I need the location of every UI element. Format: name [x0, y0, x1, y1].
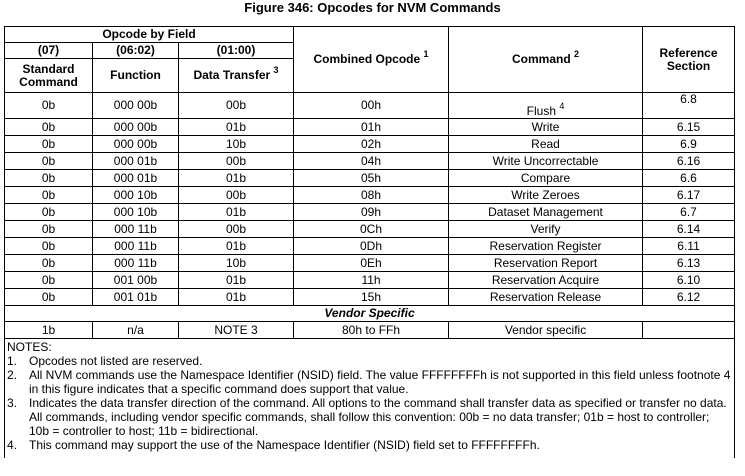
table-row: [5, 170, 735, 187]
cell-standard: 0b: [5, 119, 93, 136]
cell-data-transfer: 01b: [179, 238, 294, 255]
cell-data-transfer: 01b: [179, 204, 294, 221]
figure-title: Figure 346: Opcodes for NVM Commands: [244, 0, 501, 15]
cell-function: 000 11b: [93, 255, 179, 272]
opcodes-table: [4, 26, 735, 458]
cell-function: n/a: [93, 322, 179, 339]
cell-data-transfer: 01b: [179, 119, 294, 136]
cell-data-transfer: 00b: [179, 93, 294, 119]
cell-data-transfer: 01b: [179, 170, 294, 187]
cell-command: Reservation Report: [449, 255, 643, 272]
cell-data-transfer: 00b: [179, 187, 294, 204]
cell-function: 001 00b: [93, 272, 179, 289]
cell-opcode: 00h: [294, 93, 449, 119]
opcode-by-field-header: Opcode by Field: [5, 27, 294, 43]
cell-data-transfer: 01b: [179, 289, 294, 306]
function-header: Function: [93, 59, 179, 93]
cell-standard: 0b: [5, 238, 93, 255]
notes-title: NOTES:: [7, 340, 52, 354]
cell-opcode: 15h: [294, 289, 449, 306]
cell-function: 000 00b: [93, 119, 179, 136]
bits-01-00-header: (01:00): [179, 43, 294, 59]
cell-reference: 6.12: [643, 289, 735, 306]
notes-section: [5, 339, 735, 459]
cell-command: Write: [449, 119, 643, 136]
cell-reference: [643, 322, 735, 339]
cell-command: Write Zeroes: [449, 187, 643, 204]
cell-data-transfer: 10b: [179, 136, 294, 153]
cell-opcode: 11h: [294, 272, 449, 289]
cell-command: Verify: [449, 221, 643, 238]
cell-standard: 0b: [5, 221, 93, 238]
cell-opcode: 05h: [294, 170, 449, 187]
cell-standard: 0b: [5, 204, 93, 221]
cell-function: 000 10b: [93, 187, 179, 204]
cell-reference: 6.16: [643, 153, 735, 170]
cell-command: Write Uncorrectable: [449, 153, 643, 170]
note-item: 1. Opcodes not listed are reserved.: [7, 354, 203, 368]
cell-opcode: 08h: [294, 187, 449, 204]
cell-opcode: 02h: [294, 136, 449, 153]
cell-opcode: 0Ch: [294, 221, 449, 238]
cell-reference: 6.6: [643, 170, 735, 187]
table-row: [5, 289, 735, 306]
table-row: [5, 187, 735, 204]
vendor-specific-header: Vendor Specific: [5, 306, 735, 322]
note-item: 2. All NVM commands use the Namespace Identifier (NSID) field. The value FFFFFFFFh is not supported in this field unless footnote 4 in this figure indicates that a specific command does support that value.: [7, 368, 731, 396]
cell-opcode: 80h to FFh: [294, 322, 449, 339]
cell-standard: 1b: [5, 322, 93, 339]
cell-command: Reservation Release: [449, 289, 643, 306]
cell-command: Read: [449, 136, 643, 153]
cell-data-transfer: 01b: [179, 272, 294, 289]
cell-function: 001 01b: [93, 289, 179, 306]
cell-function: 000 00b: [93, 136, 179, 153]
cell-function: 000 01b: [93, 170, 179, 187]
cell-command: Vendor specific: [449, 322, 643, 339]
cell-reference: 6.7: [643, 204, 735, 221]
reference-section-header: Reference Section: [643, 27, 735, 93]
cell-reference: 6.13: [643, 255, 735, 272]
cell-standard: 0b: [5, 272, 93, 289]
cell-standard: 0b: [5, 170, 93, 187]
table-row: [5, 136, 735, 153]
cell-reference: 6.8: [643, 93, 735, 119]
bits-06-02-header: (06:02): [93, 43, 179, 59]
cell-opcode: 01h: [294, 119, 449, 136]
cell-command: Reservation Acquire: [449, 272, 643, 289]
combined-opcode-header: Combined Opcode $^1$: [294, 27, 449, 93]
cell-data-transfer: 10b: [179, 255, 294, 272]
cell-opcode: 0Dh: [294, 238, 449, 255]
note-item: 4. This command may support the use of the Namespace Identifier (NSID) field set to FFFFFFFFh.: [7, 438, 540, 452]
cell-command: Flush $^4$: [449, 93, 643, 119]
cell-function: 000 11b: [93, 238, 179, 255]
cell-reference: 6.15: [643, 119, 735, 136]
cell-standard: 0b: [5, 187, 93, 204]
cell-opcode: 09h: [294, 204, 449, 221]
table-row: [5, 204, 735, 221]
cell-data-transfer: NOTE 3: [179, 322, 294, 339]
table-row: [5, 119, 735, 136]
table-row: [5, 322, 735, 339]
cell-data-transfer: 00b: [179, 221, 294, 238]
table-row: [5, 255, 735, 272]
cell-standard: 0b: [5, 153, 93, 170]
cell-standard: 0b: [5, 289, 93, 306]
cell-command: Dataset Management: [449, 204, 643, 221]
cell-reference: 6.14: [643, 221, 735, 238]
cell-function: 000 00b: [93, 93, 179, 119]
command-header: Command $^2$: [449, 27, 643, 93]
cell-reference: 6.9: [643, 136, 735, 153]
cell-function: 000 11b: [93, 221, 179, 238]
bits-07-header: (07): [5, 43, 93, 59]
cell-opcode: 04h: [294, 153, 449, 170]
table-row: [5, 153, 735, 170]
cell-function: 000 10b: [93, 204, 179, 221]
note-item: 3. Indicates the data transfer direction of the command. All options to the command shall transfer data as specified or transfer no data. All commands, including vendor specific commands, shall follow this convention: 00b = no data transfer; 01b = host to controller; 10b = controller to host; 11b = bidirectional.: [7, 396, 727, 438]
cell-opcode: 0Eh: [294, 255, 449, 272]
data-transfer-header: Data Transfer $^3$: [179, 59, 294, 93]
cell-standard: 0b: [5, 93, 93, 119]
cell-data-transfer: 00b: [179, 153, 294, 170]
table-row: [5, 221, 735, 238]
cell-reference: 6.10: [643, 272, 735, 289]
table-row: [5, 238, 735, 255]
cell-standard: 0b: [5, 136, 93, 153]
cell-command: Compare: [449, 170, 643, 187]
cell-reference: 6.17: [643, 187, 735, 204]
table-row: [5, 93, 735, 119]
cell-reference: 6.11: [643, 238, 735, 255]
cell-command: Reservation Register: [449, 238, 643, 255]
cell-function: 000 01b: [93, 153, 179, 170]
standard-command-header: Standard Command: [5, 59, 93, 93]
cell-standard: 0b: [5, 255, 93, 272]
table-row: [5, 272, 735, 289]
